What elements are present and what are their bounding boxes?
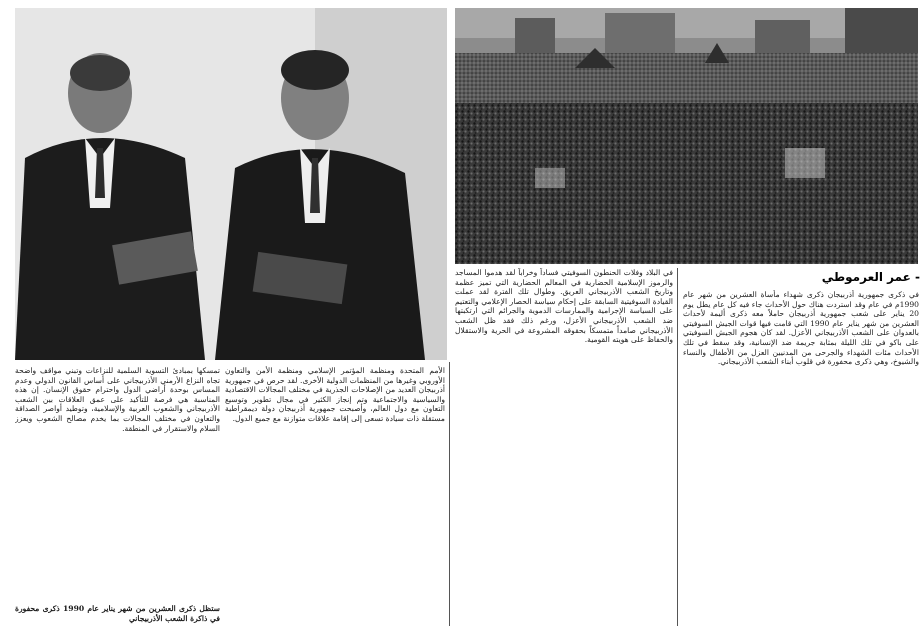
two-men-image	[15, 8, 447, 360]
column-divider	[449, 362, 450, 626]
column-divider	[677, 268, 678, 626]
article-paragraph: تمسكها بمبادئ التسوية السلمية للنزاعات وتبني مواقف واضحة تجاه النزاع الأرمني الأذربيجاني على أساس القانون الدولي وعدم المساس بوحدة أراضي الدول واحترام حقوق الإنسان. إن هذه المناسبة هي فرصة للتأكيد على عمق العلاقات بين الشعب الأذربيجاني والشعوب العربية والإسلامية، وتوطيد أواصر الصداقة والتعاون في مختلف المجالات بما يخدم مصالح الشعوب ويعزز السلام والاستقرار في المنطقة.	[15, 366, 220, 433]
article-paragraph: الأمم المتحدة ومنظمة المؤتمر الإسلامي ومنظمة الأمن والتعاون الأوروبي وغيرها من المنظمات الدولية الأخرى. لقد حرص في جمهورية أذربيجان العديد من الإصلاحات الجذرية في مختلف المجالات الاقتصادية والسياسية والاجتماعية وتم إنجاز الكثير في مجال تطوير وتوسيع التعاون مع دول العالم، وأصبحت جمهورية أذربيجان دولة ديمقراطية مستقلة ذات سيادة تسعى إلى إقامة علاقات متوازنة مع جميع الدول.	[225, 366, 445, 423]
article-byline: - عمر العرموطي	[821, 270, 920, 284]
article-paragraph: في البلاد وفلات الحنطون السوفيتي فساداً وخراباً لقد هدموا المساجد والرموز الإسلامية الحضارية في المعالم الحضارية التي تميز عظمة وتاريخ الشعب الأذربيجاني العريق. وطوال تلك الفترة لقد عملت القيادة السوفيتية السابقة على إحكام سياسة الحصار الإعلامي والتعتيم على السياسة الإجرامية والممارسات الدموية والجرائم التي ارتكبتها ضد الشعب الأذربيجاني الأعزل، ورغم ذلك فقد ظل الشعب الأذربيجاني صامداً متمسكاً بحقوقه المشروعة في الحرية والاستقلال والحفاظ على هويته القومية.	[455, 268, 673, 345]
article-column-center-left	[225, 366, 445, 626]
article-column-left	[15, 366, 220, 602]
article-paragraph: ستظل ذكرى العشرين من شهر يناير عام 1990 ذكرى محفورة في ذاكرة الشعب الأذربيجاني	[15, 604, 220, 623]
two-men-seated-photo	[15, 8, 447, 360]
article-column-right	[683, 290, 919, 626]
article-column-center	[455, 268, 673, 626]
article-closing-note	[15, 604, 220, 626]
article-paragraph: في ذكرى جمهورية أذربيجان ذكرى شهداء مأساة العشرين من شهر عام 1990م في عام وقد استردت هناك حول الأحداث جاء فيه كل عام يطل يوم 20 يناير على شعب جمهورية أذربيجان حاملاً معه ذكرى أليمة لأحداث العشرين من شهر يناير عام 1990 التي قامت فيها قوات الجيش السوفيتي بالعدوان على الشعب الأذربيجاني الأعزل. لقد كان هجوم الجيش السوفيتي على باكو في تلك الليلة بمثابة جريمة ضد الإنسانية، وقد سقط في تلك الأحداث مئات الشهداء والجرحى من المدنيين العزل من الأطفال والنساء والشيوخ، وهي ذكرى محفورة في قلوب أبناء الشعب الأذربيجاني.	[683, 290, 919, 367]
rally-crowd-photo	[455, 8, 918, 264]
rally-crowd-image	[455, 8, 918, 264]
